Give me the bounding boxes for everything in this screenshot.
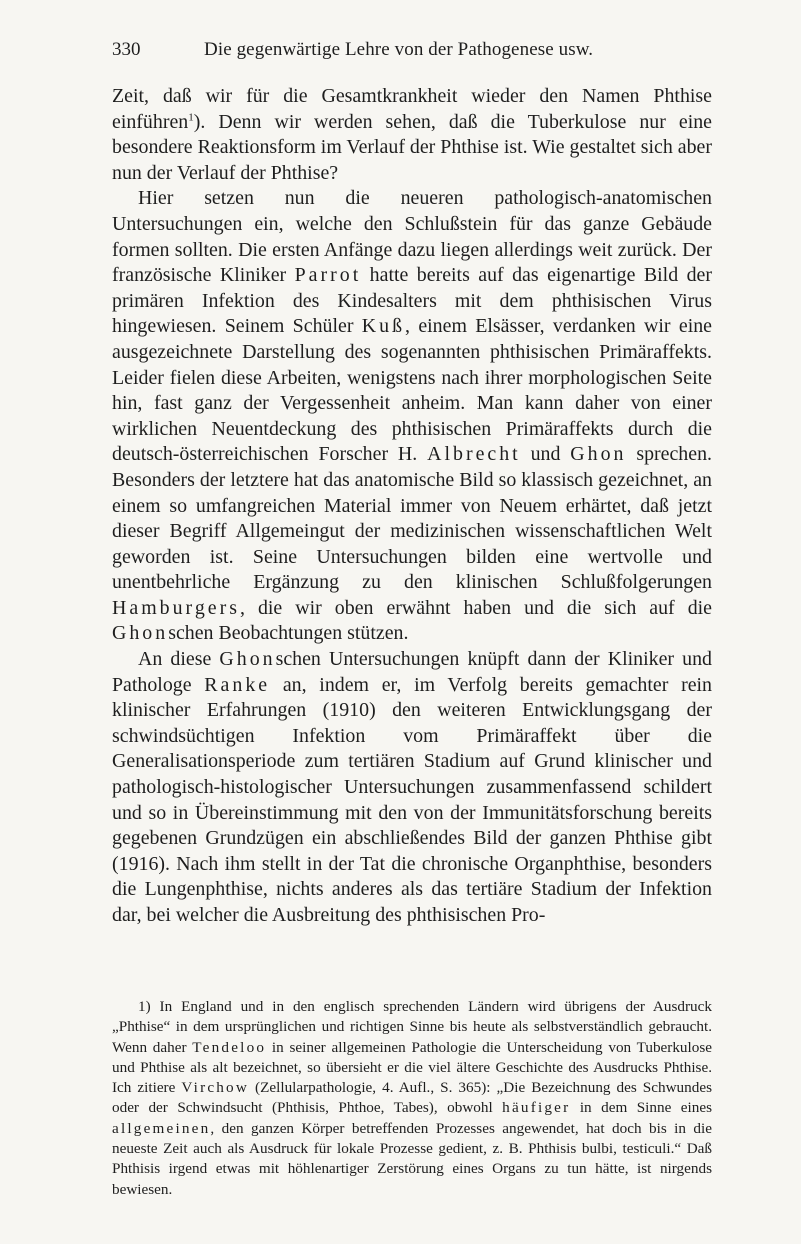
footnote-reference: 1 bbox=[188, 110, 194, 123]
author-name: Virchow bbox=[181, 1079, 250, 1097]
text-run: Hier setzen nun die neueren pathologisch-anatomischen Untersuchungen ein, welche den Schlußstein für das ganze Gebäude formen sollten. Die ersten Anfänge dazu liegen allerdings weit zurück. Der französische Kliniker bbox=[112, 187, 712, 287]
text-run: Zeit, daß wir für die Gesamtkrankheit wieder den Namen Phthise einführen bbox=[112, 85, 712, 133]
text-run: (Zellularpathologie, 4. Aufl., S. 365): „Die Bezeichnung des Schwundes oder der Schwindsucht (Phthisis, Phthoe, Tabes), obwohl bbox=[112, 1079, 712, 1117]
text-run: hatte bereits auf das eigenartige Bild der primären Infektion des Kindesalters mit dem phthisischen Virus hingewiesen. Seinem Schüler bbox=[112, 264, 712, 338]
text-run: sprechen. Besonders der letztere hat das anatomische Bild so klassisch gezeichnet, an einem so umfangreichen Material immer von Neuem erhärtet, daß jetzt dieser Begriff Allgemeingut der medizinischen wissenschaftlichen Welt geworden ist. Seine Untersuchungen bilden eine wertvolle und unentbehrliche Ergänzung zu den klinischen Schlußfolgerungen bbox=[112, 443, 713, 594]
text-run: schen Beobachtungen stützen. bbox=[168, 622, 409, 645]
page-number: 330 bbox=[112, 39, 141, 60]
text-run: in dem Sinne eines bbox=[570, 1099, 713, 1117]
author-name: Ghon bbox=[570, 443, 627, 466]
author-name: Albrecht bbox=[427, 443, 521, 466]
emphasis: häufiger bbox=[502, 1099, 571, 1117]
author-name: Tendeloo bbox=[192, 1038, 267, 1056]
author-name: Parrot bbox=[294, 264, 362, 287]
author-name: Ghon bbox=[219, 648, 276, 671]
author-name: Ranke bbox=[204, 673, 271, 696]
author-name: Hamburgers bbox=[112, 596, 240, 619]
text-run: schen Untersuchungen knüpft dann der Kliniker und Pathologe bbox=[112, 648, 712, 696]
running-title: Die gegenwärtige Lehre von der Pathogenese usw. bbox=[204, 39, 594, 60]
text-run: ). Denn wir werden sehen, daß die Tuberkulose nur eine besondere Reaktionsform im Verlauf der Phthise ist. Wie gestaltet sich aber nun der Verlauf der Phthise? bbox=[112, 110, 712, 184]
text-run: In England und in den englisch sprechenden Ländern wird übrigens der Ausdruck „Phthise“ in dem ursprünglichen und richtigen Sinne bis heute als selbstverständlich gebraucht. Wenn daher bbox=[112, 998, 712, 1056]
emphasis: allgemeinen bbox=[112, 1119, 211, 1137]
footnote-text bbox=[112, 997, 712, 1200]
text-run: und bbox=[520, 443, 571, 466]
paragraph-3 bbox=[112, 647, 712, 929]
footnote-number: 1) bbox=[138, 998, 151, 1015]
text-run: , einem Elsässer, verdanken wir eine ausgezeichnete Darstellung des sogenannten phthisischen Primäraffekts. Leider fielen diese Arbeiten, wenigstens nach ihrer morphologischen Seite hin, fast ganz der Vergessenheit anheim. Man kann daher von einer wirklichen Neuentdeckung des phthisischen Primäraffekts durch die deutsch-österreichischen Forscher H. bbox=[112, 315, 712, 466]
running-header bbox=[112, 36, 710, 64]
text-run: An diese bbox=[138, 648, 220, 671]
main-text bbox=[112, 84, 712, 929]
author-name: Kuß bbox=[361, 315, 406, 338]
author-name: Ghon bbox=[112, 622, 169, 645]
text-run: , den ganzen Körper betreffenden Prozesses angewendet, hat doch bis in die neueste Zeit auch als Ausdruck für lokale Prozesse gedient, z. B. Phthisis bulbi, testiculi.“ Daß Phthisis irgend etwas mit höhlenartiger Zerstörung eines Organs zu tun hätte, ist nirgends bewiesen. bbox=[112, 1119, 712, 1198]
footnote bbox=[112, 997, 712, 1200]
paragraph-1 bbox=[112, 84, 712, 186]
text-run: an, indem er, im Verfolg bereits gemachter rein klinischer Erfahrungen (1910) den weiteren Entwicklungsgang der schwindsüchtigen Infektion vom Primäraffekt über die Generalisationsperiode zum tertiären Stadium auf Grund klinischer und pathologisch-histologischer Untersuchungen zusammenfassend schildert und so in Übereinstimmung mit den von der Immunitätsforschung bereits gegebenen Grundzügen ein abschließendes Bild der ganzen Phthise gibt (1916). Nach ihm stellt in der Tat die chronische Organphthise, besonders die Lungenphthise, nichts anderes als das tertiäre Stadium der Infektion dar, bei welcher die Ausbreitung des phthisischen Pro- bbox=[112, 673, 712, 926]
text-run: , die wir oben erwähnt haben und die sich auf die bbox=[239, 596, 712, 619]
text-run: in seiner allgemeinen Pathologie die Unterscheidung von Tuberkulose und Phthise als alt bezeichnet, so übersieht er die viel ältere Geschichte des Ausdrucks Phthise. Ich zitiere bbox=[112, 1038, 712, 1097]
paragraph-2 bbox=[112, 186, 712, 647]
